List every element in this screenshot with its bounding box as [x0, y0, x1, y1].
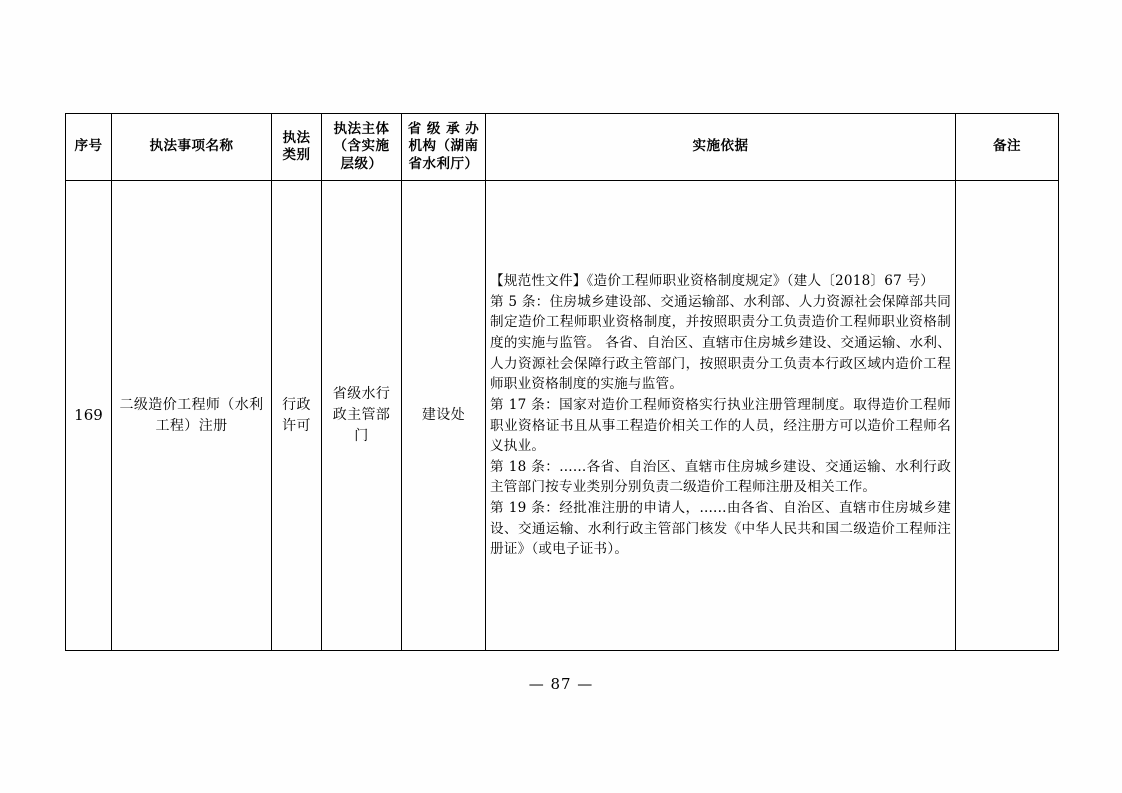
cell-remark [956, 181, 1059, 651]
cell-subject: 省级水行政主管部门 [322, 181, 402, 651]
header-subject-line3: 层级） [340, 155, 383, 172]
basis-paragraph: 【规范性文件】《造价工程师职业资格制度规定》（建人〔2018〕67 号） [490, 272, 935, 289]
header-subject [322, 114, 402, 181]
cell-organization: 建设处 [402, 181, 486, 651]
header-category [272, 114, 322, 181]
basis-paragraph: 第 5 条：住房城乡建设部、交通运输部、水利部、人力资源社会保障部共同制定造价工程师职业资格制度，并按照职责分工负责造价工程师职业资格制度的实施与监管。 各省、自治区、直辖市住房城乡建设、交通运输、水利、人力资源社会保障行政主管部门，按照职责分工负责本行政区域内造价工程师职业资格制度的实施与监管。 [490, 293, 951, 393]
header-organization-line2: 机构（湖南 [408, 138, 479, 155]
table-row [66, 181, 1059, 651]
header-organization [402, 114, 486, 181]
header-item-name: 执法事项名称 [112, 114, 272, 181]
basis-paragraph: 第 17 条：国家对造价工程师资格实行执业注册管理制度。取得造价工程师职业资格证书且从事工程造价相关工作的人员，经注册方可以造价工程师名义执业。 [490, 396, 951, 455]
header-basis: 实施依据 [486, 114, 956, 181]
header-seq: 序号 [66, 114, 112, 181]
table-header-row [66, 114, 1059, 181]
header-category-line2: 类别 [282, 147, 311, 163]
table-body [66, 181, 1059, 651]
header-subject-line1: 执法主体 [333, 121, 390, 138]
cell-basis [486, 181, 956, 651]
basis-paragraph-list [490, 271, 951, 560]
header-category-line1: 执法 [282, 129, 311, 146]
cell-item-name: 二级造价工程师（水利工程）注册 [112, 181, 272, 651]
table-header [66, 114, 1059, 181]
enforcement-items-table [65, 113, 1059, 651]
header-remark: 备注 [956, 114, 1059, 181]
header-subject-line2: （含实施 [333, 138, 390, 155]
enforcement-items-table-container [65, 113, 1058, 651]
basis-paragraph: 第 19 条：经批准注册的申请人，......由各省、自治区、直辖市住房城乡建设、交通运输、水利行政主管部门核发《中华人民共和国二级造价工程师注册证》（或电子证书）。 [490, 500, 951, 558]
cell-category: 行政许可 [272, 181, 322, 651]
page-number: — 87 — [528, 675, 594, 693]
header-organization-line3: 省水利厅） [408, 155, 479, 172]
cell-seq: 169 [66, 181, 112, 651]
basis-paragraph: 第 18 条：......各省、自治区、直辖市住房城乡建设、交通运输、水利行政主管部门按专业类别分别负责二级造价工程师注册及相关工作。 [490, 458, 951, 496]
header-organization-line1: 省 级 承 办 [407, 121, 480, 138]
